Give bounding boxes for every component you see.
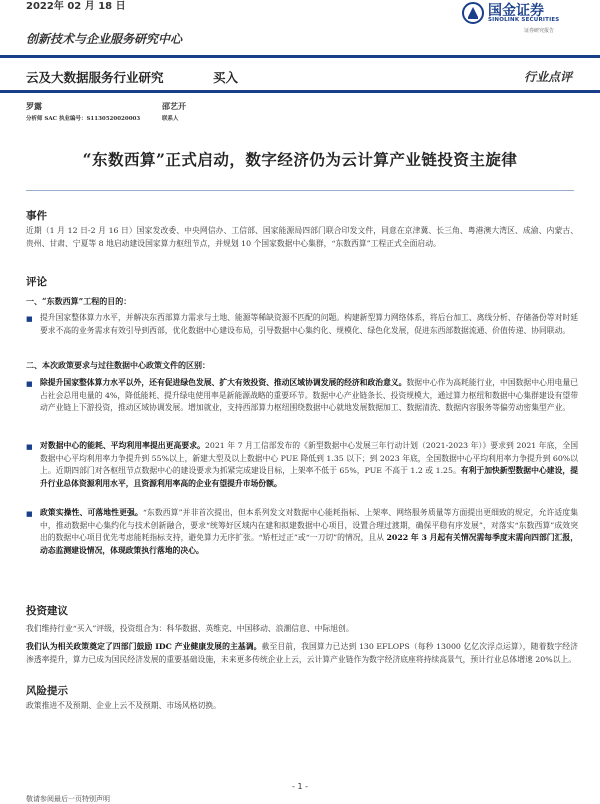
comment-bullet-4	[40, 507, 578, 557]
invest-text: 截至目前，我国算力已达到 130 EFLOPS（每秒 13000 亿亿次浮点运算），随着数字经济渗透率提升，算力已成为国民经济发展的重要基础设施，未来更多传统企业上云，云计算产业链作为数字经济底座将持续高景气，预计行业总体增速 20%以上。	[26, 642, 578, 664]
bullet-2-bold: 除提升国家整体算力水平以外，还有促进绿色发展、扩大有效投资、推动区域协调发展的经济和政治意义。	[40, 378, 407, 387]
logo-name-en: SINOLINK SECURITIES	[488, 17, 560, 23]
bullet-4-text: “东数西算”并非首次提出，但本系列发文对数据中心能耗指标、上架率、网络服务质量等方面提出更细致的规定，允许适度集中，推动数据中心集约化与技术创新融合，要求“统筹好区域内在建和拟建数据中心项目，设置合理过渡期，确保平稳有序发展”，对落实“东数西算”成效突出的数据中心项目优先考虑能耗指标支持，避免算力无序扩张。“矫枉过正”或“一刀切”的情况，且从	[40, 508, 579, 542]
author-2-name: 邵艺开	[162, 101, 186, 111]
logo-emblem-icon	[462, 2, 484, 24]
comment-heading: 评论	[26, 276, 47, 288]
footer-disclaimer: 敬请参阅最后一页特别声明	[26, 795, 110, 803]
sinolink-logo	[462, 0, 582, 36]
bullet-3-bold-2: 有利于加快新型数据中心建设，提升行业总体资源利用水平，且资源利用率高的企业有望提升市场份额。	[40, 466, 578, 488]
header-divider-2	[0, 90, 600, 93]
bullet-square-icon: ■	[26, 380, 33, 388]
author-1-name: 罗露	[26, 101, 42, 111]
rating-badge: 买入	[213, 70, 239, 85]
event-text: 近期（1 月 12 日-2 月 16 日）国家发改委、中央网信办、工信部、国家能源局四部门联合印发文件，同意在京津冀、长三角、粤港澳大湾区、成渝、内蒙古、贵州、甘肃、宁夏等 8 地启动建设国家算力枢纽节点，并规划 10 个国家数据中心集群，“东数西算”工程正式全面启动。	[26, 226, 578, 248]
invest-text-2	[26, 641, 578, 666]
bullet-4-bold: 政策实操性、可落地性更强。	[40, 508, 143, 517]
report-type: 行业点评	[523, 70, 572, 84]
bullet-square-icon: ■	[26, 443, 33, 451]
invest-bold: 我们认为相关政策奠定了四部门鼓励 IDC 产业健康发展的主基调。	[26, 642, 262, 651]
logo-name-cn: 国金证券	[488, 3, 544, 19]
page-number: - 1 -	[292, 782, 308, 791]
header-divider	[0, 55, 600, 58]
author-2-license: 联系人	[162, 116, 179, 122]
logo-subtitle: 证券研究报告	[524, 28, 555, 34]
bullet-square-icon: ■	[26, 510, 33, 518]
title-divider	[26, 190, 574, 191]
comment-sub-1: 一、“东数西算”工程的目的：	[26, 296, 132, 306]
report-title: “东数西算”正式启动，数字经济仍为云计算产业链投资主旋律	[82, 150, 518, 169]
bullet-2-text: 数据中心作为高耗能行业，中国数据中心用电量已占社会总用电量的 4%，降低能耗、提升绿电使用率是新能源战略的重要环节。数据中心产业链条长、投资规模大，通过算力枢纽和数据中心集群建设有望带动产业链上下游投资，推动区域协调发展。增加就业，支持西部算力枢纽围绕数据中心就地发展数据加工、数据清洗、数据内容服务等偏劳动密集型产业。	[40, 378, 579, 412]
author-1-license: 分析师 SAC 执业编号：S1130520020003	[26, 116, 141, 122]
risk-heading: 风险提示	[26, 685, 68, 697]
invest-heading: 投资建议	[26, 605, 68, 617]
event-heading: 事件	[26, 210, 47, 222]
bullet-3-text: 2021 年 7 月工信部发布的《新型数据中心发展三年行动计划（2021-2023 年）》要求到 2021 年底，全国数据中心平均利用率力争提升到 55%以上，新建大型及以上数据中心 PUE 降低到 1.35 以下；到 2023 年底，全国数据中心平均利用率力争提升到 60%以上。近期四部门对各枢纽节点数据中心的建设要求为抓紧完成建设目标，上架率不低于 65%，PUE 不高于 1.2 或 1.25。	[40, 441, 578, 475]
comment-bullet-3	[40, 440, 578, 490]
comment-bullet-2	[40, 377, 578, 415]
industry-name: 云及大数据服务行业研究	[26, 70, 164, 85]
bullet-square-icon: ■	[26, 315, 33, 323]
comment-bullet-1: 提升国家整体算力水平，并解决东西部算力需求与土地、能源等稀缺资源不匹配的问题。构建新型算力网络体系，将后台加工、离线分析、存储备份等对时延要求不高的业务需求有效引导到西部，优化数据中心建设布局，引导数据中心集约化、规模化、绿色化发展，促进东西部数据流通、价值传递、协同联动。	[40, 313, 578, 335]
bullet-4-bold-2: 2022 年 3 月起有关情况需每季度末需向四部门汇报，动态监测建设情况，体现政策执行落地的决心。	[40, 533, 578, 555]
invest-text-1: 我们维持行业“买入”评级，投资组合为：科华数据、英维克、中国移动、浪潮信息、中际旭创。	[26, 624, 354, 633]
risk-text: 政策推进不及预期、企业上云不及预期、市场风格切换。	[26, 701, 221, 710]
research-center: 创新技术与企业服务研究中心	[26, 32, 183, 46]
comment-sub-2: 二、本次政策要求与过往数据中心政策文件的区别：	[26, 360, 210, 370]
report-date: 2022年 02 月 18 日	[26, 1, 126, 12]
bullet-3-bold: 对数据中心的能耗、平均利用率提出更高要求。	[40, 441, 205, 450]
